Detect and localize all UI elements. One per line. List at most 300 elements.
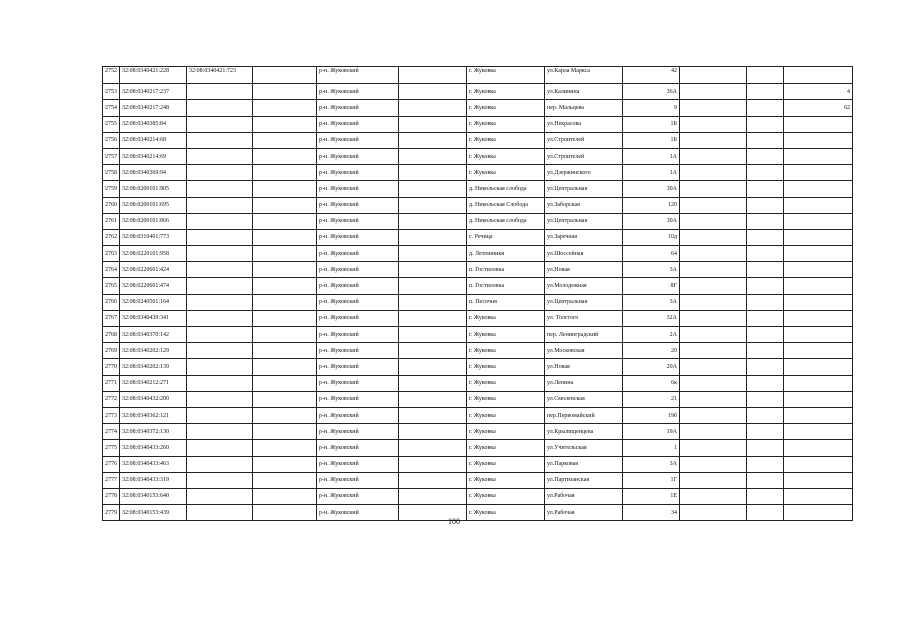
cell-empty xyxy=(680,488,747,504)
cell-empty xyxy=(747,359,784,375)
cell-extra xyxy=(784,488,853,504)
cell-district: р-н. Жуковский xyxy=(317,424,399,440)
cell-cadastral-number: 32:08:0340214:68 xyxy=(120,132,187,148)
cell-house: 32А xyxy=(623,310,680,326)
cell-house: 21 xyxy=(623,391,680,407)
cell-empty xyxy=(253,148,317,164)
cell-empty xyxy=(399,229,467,245)
cell-street: ул.Рабочая xyxy=(545,488,623,504)
cell-empty xyxy=(253,391,317,407)
table-row xyxy=(103,181,853,197)
cell-empty xyxy=(747,375,784,391)
cell-cadastral-number-2 xyxy=(187,148,253,164)
cell-house: 6к xyxy=(623,375,680,391)
cell-settlement: г. Жуковка xyxy=(467,391,545,407)
cell-cadastral-number-2: 32:08:0340421:723 xyxy=(187,67,253,84)
cell-cadastral-number: 32:08:0340433:319 xyxy=(120,472,187,488)
cell-empty xyxy=(680,407,747,423)
table-row xyxy=(103,359,853,375)
cell-empty xyxy=(399,262,467,278)
cell-house: 30А xyxy=(623,213,680,229)
table-row xyxy=(103,488,853,504)
cell-row-number: 2764 xyxy=(103,262,120,278)
cell-empty xyxy=(253,359,317,375)
cell-empty xyxy=(680,456,747,472)
cell-empty xyxy=(399,327,467,343)
cell-cadastral-number: 32:08:0340153:640 xyxy=(120,488,187,504)
cell-settlement: п. Гостиловка xyxy=(467,262,545,278)
cell-settlement: г. Жуковка xyxy=(467,116,545,132)
cell-cadastral-number: 32:08:0340202:139 xyxy=(120,359,187,375)
cell-house: 20А xyxy=(623,359,680,375)
cell-empty xyxy=(680,294,747,310)
cell-empty xyxy=(680,505,747,521)
table-row xyxy=(103,327,853,343)
cell-settlement: г. Жуковка xyxy=(467,343,545,359)
cell-district: р-н. Жуковский xyxy=(317,375,399,391)
cell-empty xyxy=(680,132,747,148)
cell-empty xyxy=(253,165,317,181)
cell-settlement: г. Жуковка xyxy=(467,488,545,504)
cell-house: 3А xyxy=(623,456,680,472)
cell-empty xyxy=(253,375,317,391)
cell-house: 120 xyxy=(623,197,680,213)
cell-street: ул.Дзержинского xyxy=(545,165,623,181)
cell-empty xyxy=(747,213,784,229)
cell-house: 1Б xyxy=(623,132,680,148)
page-number: 100 xyxy=(448,517,460,526)
cell-district: р-н. Жуковский xyxy=(317,505,399,521)
cell-extra xyxy=(784,181,853,197)
cell-empty xyxy=(747,424,784,440)
cell-empty xyxy=(253,310,317,326)
cell-street: ул.Рабочая xyxy=(545,505,623,521)
cell-row-number: 2753 xyxy=(103,84,120,100)
cell-house: 30А xyxy=(623,181,680,197)
cell-row-number: 2775 xyxy=(103,440,120,456)
cell-empty xyxy=(747,294,784,310)
cell-street: ул.Ленина xyxy=(545,375,623,391)
cell-house: 10д xyxy=(623,229,680,245)
cell-empty xyxy=(399,391,467,407)
cell-extra xyxy=(784,67,853,84)
cell-extra xyxy=(784,148,853,164)
cell-street: ул.Шоссейная xyxy=(545,246,623,262)
cell-empty xyxy=(399,67,467,84)
cell-street: пер.Первомайский xyxy=(545,407,623,423)
cell-street: ул.Некрасова xyxy=(545,116,623,132)
cell-street: ул.Центральная xyxy=(545,294,623,310)
cell-empty xyxy=(747,148,784,164)
cell-empty xyxy=(399,246,467,262)
cell-district: р-н. Жуковский xyxy=(317,132,399,148)
cell-extra: 62 xyxy=(784,100,853,116)
cell-row-number: 2774 xyxy=(103,424,120,440)
cell-row-number: 2769 xyxy=(103,343,120,359)
cell-extra xyxy=(784,505,853,521)
cell-cadastral-number: 32:08:0340421:228 xyxy=(120,67,187,84)
cell-settlement: п. Гостиловка xyxy=(467,278,545,294)
cell-street: ул.Центральная xyxy=(545,181,623,197)
cell-cadastral-number-2 xyxy=(187,310,253,326)
cell-street: пер. Ленинградский xyxy=(545,327,623,343)
cell-cadastral-number: 32:08:0200101:866 xyxy=(120,213,187,229)
cell-district: р-н. Жуковский xyxy=(317,116,399,132)
table-row xyxy=(103,278,853,294)
cell-empty xyxy=(399,472,467,488)
cell-cadastral-number-2 xyxy=(187,343,253,359)
cell-street: ул.Карла Маркса xyxy=(545,67,623,84)
cell-cadastral-number: 32:08:0340362:121 xyxy=(120,407,187,423)
cell-empty xyxy=(253,327,317,343)
cell-row-number: 2752 xyxy=(103,67,120,84)
cell-empty xyxy=(253,424,317,440)
cell-settlement: п. Песочня xyxy=(467,294,545,310)
cell-house: 64 xyxy=(623,246,680,262)
cell-cadastral-number-2 xyxy=(187,488,253,504)
cell-district: р-н. Жуковский xyxy=(317,343,399,359)
table-row xyxy=(103,229,853,245)
cell-settlement: г. Жуковка xyxy=(467,505,545,521)
cell-district: р-н. Жуковский xyxy=(317,359,399,375)
cell-house: 3А xyxy=(623,262,680,278)
cell-extra xyxy=(784,262,853,278)
cell-empty xyxy=(399,116,467,132)
cell-cadastral-number-2 xyxy=(187,456,253,472)
cell-cadastral-number-2 xyxy=(187,100,253,116)
cell-empty xyxy=(680,440,747,456)
cell-empty xyxy=(680,84,747,100)
cell-settlement: г. Жуковка xyxy=(467,456,545,472)
table-row xyxy=(103,472,853,488)
cell-row-number: 2763 xyxy=(103,246,120,262)
cell-empty xyxy=(747,472,784,488)
cell-empty xyxy=(680,181,747,197)
cell-district: р-н. Жуковский xyxy=(317,488,399,504)
cell-house: 36А xyxy=(623,84,680,100)
cell-row-number: 2754 xyxy=(103,100,120,116)
cell-empty xyxy=(747,310,784,326)
cell-cadastral-number: 32:08:0340212:271 xyxy=(120,375,187,391)
cell-street: ул.Партизанская xyxy=(545,472,623,488)
cell-extra xyxy=(784,407,853,423)
table-row xyxy=(103,262,853,278)
cell-empty xyxy=(747,165,784,181)
cell-empty xyxy=(399,100,467,116)
table-row xyxy=(103,343,853,359)
cell-house: 1Г xyxy=(623,472,680,488)
cell-extra xyxy=(784,391,853,407)
cell-cadastral-number: 32:08:0340217:248 xyxy=(120,100,187,116)
cell-house: 2А xyxy=(623,327,680,343)
cell-settlement: г. Жуковка xyxy=(467,148,545,164)
cell-cadastral-number: 32:08:0340439:341 xyxy=(120,310,187,326)
cell-district: р-н. Жуковский xyxy=(317,213,399,229)
cell-street: ул.Заборская xyxy=(545,197,623,213)
cell-empty xyxy=(680,310,747,326)
cell-house: 1Е xyxy=(623,488,680,504)
cell-extra xyxy=(784,116,853,132)
cell-row-number: 2757 xyxy=(103,148,120,164)
table-row xyxy=(103,213,853,229)
cell-empty xyxy=(680,165,747,181)
cell-street: ул.Строителей xyxy=(545,148,623,164)
cell-cadastral-number-2 xyxy=(187,440,253,456)
cell-district: р-н. Жуковский xyxy=(317,391,399,407)
cell-empty xyxy=(680,148,747,164)
cell-house: 3А xyxy=(623,294,680,310)
cell-house: 1А xyxy=(623,148,680,164)
cell-settlement: д. Никольская слобода xyxy=(467,181,545,197)
cell-street: ул. Толстого xyxy=(545,310,623,326)
cell-empty xyxy=(747,327,784,343)
cell-cadastral-number-2 xyxy=(187,391,253,407)
cell-empty xyxy=(253,343,317,359)
cell-street: пер. Мальцева xyxy=(545,100,623,116)
cell-row-number: 2778 xyxy=(103,488,120,504)
cell-cadastral-number-2 xyxy=(187,472,253,488)
cell-empty xyxy=(680,343,747,359)
cell-settlement: г. Жуковка xyxy=(467,407,545,423)
cell-cadastral-number-2 xyxy=(187,278,253,294)
cell-extra xyxy=(784,229,853,245)
cell-empty xyxy=(253,456,317,472)
cell-empty xyxy=(680,424,747,440)
cell-extra xyxy=(784,278,853,294)
cell-empty xyxy=(253,229,317,245)
cell-house: 20 xyxy=(623,343,680,359)
cell-extra xyxy=(784,440,853,456)
cell-settlement: г. Жуковка xyxy=(467,132,545,148)
cell-extra xyxy=(784,132,853,148)
cell-extra xyxy=(784,310,853,326)
cell-street: ул.Строителей xyxy=(545,132,623,148)
cell-empty xyxy=(399,165,467,181)
cell-house: 19б xyxy=(623,407,680,423)
cell-empty xyxy=(680,278,747,294)
cell-settlement: г. Жуковка xyxy=(467,84,545,100)
cell-empty xyxy=(253,116,317,132)
cell-settlement: г. Жуковка xyxy=(467,424,545,440)
table-row xyxy=(103,197,853,213)
cell-row-number: 2762 xyxy=(103,229,120,245)
cell-cadastral-number: 32:08:0340153:439 xyxy=(120,505,187,521)
cell-cadastral-number: 32:08:0340372:130 xyxy=(120,424,187,440)
cell-house: 1Б xyxy=(623,116,680,132)
cell-row-number: 2767 xyxy=(103,310,120,326)
cell-empty xyxy=(747,67,784,84)
cell-extra xyxy=(784,197,853,213)
cell-cadastral-number-2 xyxy=(187,229,253,245)
cell-empty xyxy=(680,116,747,132)
cell-extra xyxy=(784,246,853,262)
cell-settlement: г. Жуковка xyxy=(467,375,545,391)
cell-empty xyxy=(399,456,467,472)
cell-street: ул.Молодежная xyxy=(545,278,623,294)
cell-empty xyxy=(399,424,467,440)
cell-empty xyxy=(399,213,467,229)
table-row xyxy=(103,456,853,472)
table-row xyxy=(103,375,853,391)
cell-house: 1 xyxy=(623,440,680,456)
cell-empty xyxy=(747,84,784,100)
cell-empty xyxy=(399,375,467,391)
cell-empty xyxy=(680,100,747,116)
cell-cadastral-number-2 xyxy=(187,84,253,100)
cell-row-number: 2771 xyxy=(103,375,120,391)
cell-settlement: г. Жуковка xyxy=(467,67,545,84)
cell-cadastral-number: 32:08:0340432:200 xyxy=(120,391,187,407)
cell-row-number: 2779 xyxy=(103,505,120,521)
cell-empty xyxy=(253,84,317,100)
cell-settlement: г. Жуковка xyxy=(467,310,545,326)
cell-empty xyxy=(680,246,747,262)
cell-empty xyxy=(399,84,467,100)
table-row xyxy=(103,505,853,521)
cell-extra xyxy=(784,375,853,391)
cell-cadastral-number-2 xyxy=(187,505,253,521)
cell-district: р-н. Жуковский xyxy=(317,294,399,310)
cell-empty xyxy=(680,327,747,343)
table-row xyxy=(103,132,853,148)
cell-district: р-н. Жуковский xyxy=(317,278,399,294)
cell-settlement: г. Жуковка xyxy=(467,327,545,343)
cell-row-number: 2760 xyxy=(103,197,120,213)
table-row xyxy=(103,116,853,132)
cell-empty xyxy=(680,391,747,407)
cell-district: р-н. Жуковский xyxy=(317,148,399,164)
cell-settlement: д. Никольская слобода xyxy=(467,213,545,229)
cell-district: р-н. Жуковский xyxy=(317,100,399,116)
cell-extra xyxy=(784,456,853,472)
cell-cadastral-number: 32:08:0340369:94 xyxy=(120,165,187,181)
cell-street: ул.Крылищенцева xyxy=(545,424,623,440)
table-row xyxy=(103,165,853,181)
cell-empty xyxy=(747,262,784,278)
cell-street: ул.Заречная xyxy=(545,229,623,245)
cell-cadastral-number: 32:08:0310401:773 xyxy=(120,229,187,245)
table-row xyxy=(103,84,853,100)
cell-empty xyxy=(747,246,784,262)
cell-cadastral-number: 32:08:0340433:463 xyxy=(120,456,187,472)
cell-row-number: 2766 xyxy=(103,294,120,310)
cell-cadastral-number-2 xyxy=(187,262,253,278)
table-row xyxy=(103,440,853,456)
cell-house: 9 xyxy=(623,100,680,116)
cell-house: 8Г xyxy=(623,278,680,294)
cell-empty xyxy=(253,246,317,262)
cell-extra xyxy=(784,424,853,440)
cell-empty xyxy=(253,278,317,294)
cell-empty xyxy=(747,132,784,148)
cell-cadastral-number-2 xyxy=(187,327,253,343)
cell-district: р-н. Жуковский xyxy=(317,262,399,278)
cell-empty xyxy=(399,294,467,310)
cell-district: р-н. Жуковский xyxy=(317,407,399,423)
cell-empty xyxy=(253,440,317,456)
cell-cadastral-number-2 xyxy=(187,165,253,181)
table-row xyxy=(103,246,853,262)
cell-row-number: 2765 xyxy=(103,278,120,294)
cell-row-number: 2755 xyxy=(103,116,120,132)
cell-street: ул.Новая xyxy=(545,262,623,278)
cell-cadastral-number: 32:08:0220101:958 xyxy=(120,246,187,262)
cell-cadastral-number-2 xyxy=(187,181,253,197)
cell-empty xyxy=(399,343,467,359)
cell-district: р-н. Жуковский xyxy=(317,84,399,100)
cell-extra xyxy=(784,359,853,375)
data-table xyxy=(102,66,853,521)
cell-settlement: г. Жуковка xyxy=(467,440,545,456)
cell-empty xyxy=(747,440,784,456)
cell-settlement: г. Жуковка xyxy=(467,472,545,488)
cell-cadastral-number: 32:08:0200101:695 xyxy=(120,197,187,213)
cell-extra xyxy=(784,327,853,343)
cell-cadastral-number-2 xyxy=(187,116,253,132)
cell-row-number: 2772 xyxy=(103,391,120,407)
cell-empty xyxy=(253,505,317,521)
cell-district: р-н. Жуковский xyxy=(317,197,399,213)
cell-settlement: г. Жуковка xyxy=(467,165,545,181)
cell-empty xyxy=(399,197,467,213)
cell-settlement: д. Никольская Слобода xyxy=(467,197,545,213)
cell-empty xyxy=(253,181,317,197)
cell-row-number: 2770 xyxy=(103,359,120,375)
table-row xyxy=(103,310,853,326)
cell-empty xyxy=(399,488,467,504)
cell-empty xyxy=(747,407,784,423)
cell-empty xyxy=(747,278,784,294)
cell-empty xyxy=(680,67,747,84)
cell-district: р-н. Жуковский xyxy=(317,327,399,343)
table-row xyxy=(103,100,853,116)
cell-street: ул.Учительская xyxy=(545,440,623,456)
cell-cadastral-number-2 xyxy=(187,197,253,213)
cell-settlement: д. Летошники xyxy=(467,246,545,262)
cell-extra xyxy=(784,213,853,229)
cell-empty xyxy=(399,181,467,197)
cell-empty xyxy=(399,359,467,375)
cell-cadastral-number-2 xyxy=(187,375,253,391)
cell-cadastral-number-2 xyxy=(187,407,253,423)
cell-cadastral-number: 32:08:0340214:69 xyxy=(120,148,187,164)
cell-empty xyxy=(747,343,784,359)
cell-empty xyxy=(680,229,747,245)
cell-empty xyxy=(399,278,467,294)
table-row xyxy=(103,67,853,84)
cell-empty xyxy=(680,197,747,213)
cell-empty xyxy=(253,294,317,310)
cell-empty xyxy=(399,132,467,148)
cell-extra xyxy=(784,472,853,488)
cell-cadastral-number: 32:08:0340217:237 xyxy=(120,84,187,100)
cell-empty xyxy=(747,181,784,197)
cell-extra: 4 xyxy=(784,84,853,100)
cell-district: р-н. Жуковский xyxy=(317,440,399,456)
cell-street: ул.Смоленская xyxy=(545,391,623,407)
cell-cadastral-number: 32:08:0200101:905 xyxy=(120,181,187,197)
cell-cadastral-number-2 xyxy=(187,424,253,440)
cell-row-number: 2761 xyxy=(103,213,120,229)
cell-house: 34 xyxy=(623,505,680,521)
cell-cadastral-number-2 xyxy=(187,359,253,375)
cell-empty xyxy=(253,132,317,148)
cell-street: ул.Калинина xyxy=(545,84,623,100)
cell-row-number: 2758 xyxy=(103,165,120,181)
cell-row-number: 2777 xyxy=(103,472,120,488)
cell-house: 42 xyxy=(623,67,680,84)
cell-street: ул.Московская xyxy=(545,343,623,359)
